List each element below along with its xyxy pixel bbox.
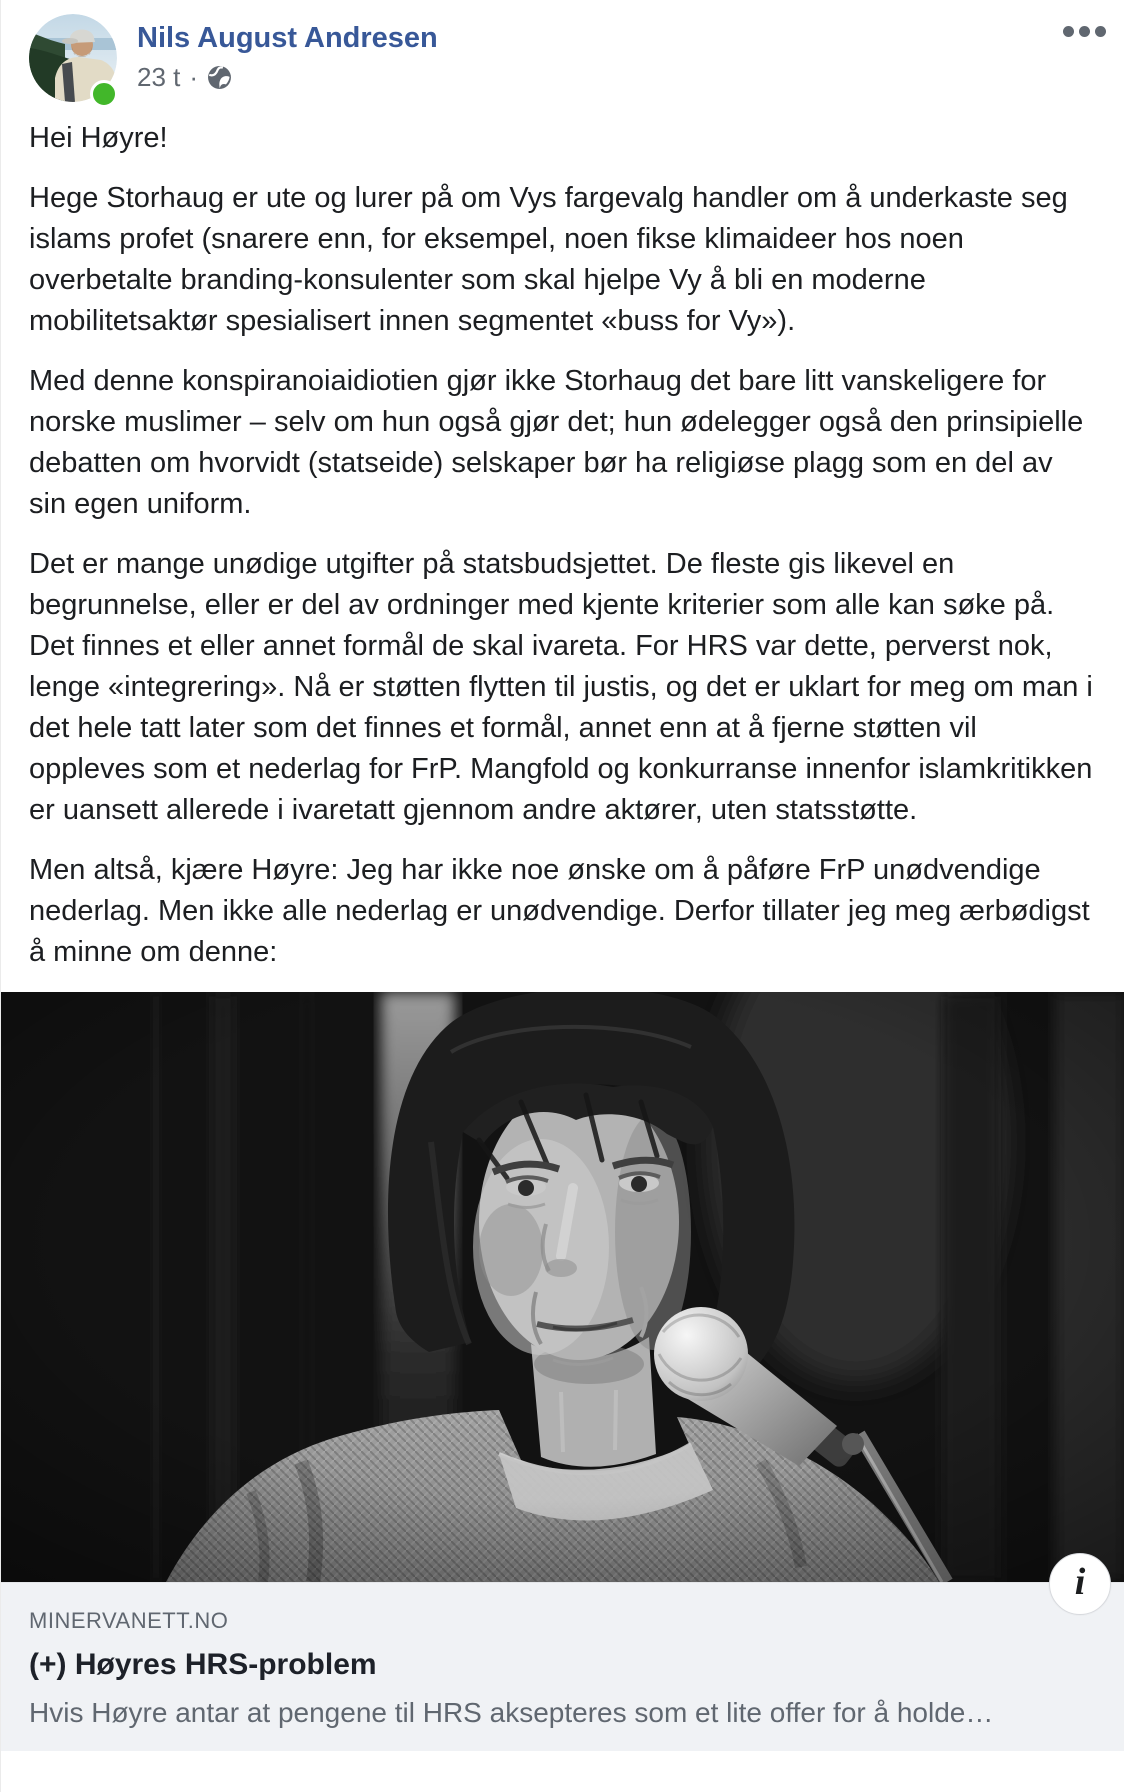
author-name-link[interactable]: Nils August Andresen: [137, 22, 438, 54]
post-paragraph: Men altså, kjære Høyre: Jeg har ikke noe ønske om å påføre FrP unødvendige nederlag. Men ikke alle nederlag er unødvendige. Derfor tillater jeg meg ærbødigst å minne om denne:: [29, 854, 1090, 968]
link-preview-details[interactable]: [1, 1582, 1124, 1751]
post-paragraph: Hege Storhaug er ute og lurer på om Vys fargevalg handler om å underkaste seg islams profet (snarere enn, for eksempel, noen fikse klimaideer hos noen overbetalte branding-konsulenter som skal hjelpe Vy å bli en moderne mobilitetsaktør spesialisert innen segmentet «buss for Vy»).: [29, 182, 1068, 337]
article-link-card[interactable]: [1, 992, 1124, 1751]
post-paragraph: Hei Høyre!: [29, 122, 168, 154]
globe-public-icon: [207, 65, 232, 90]
post-text: [1, 102, 1124, 973]
link-description: Hvis Høyre antar at pengene til HRS aksepteres som et lite offer for å holde…: [29, 1697, 994, 1728]
post-paragraph: Det er mange unødige utgifter på statsbudsjettet. De fleste gis likevel en begrunnelse, eller er del av ordninger med kjente kriterier som alle kan søke på. Det finnes et eller annet formål de skal ivareta. For HRS var dette, perverst nok, lenge «integrering». Nå er støtten flytten til justis, og det er uklart for meg om man i det hele tatt later som det finnes et formål, annet enn at å fjerne støtten vil oppleves som et nederlag for FrP. Mangfold og konkurranse innenfor islamkritikken er uansett allerede i ivaretatt gjennom andre aktører, uten statsstøtte.: [29, 548, 1093, 826]
header-text: [137, 14, 438, 92]
more-options-icon: [1063, 26, 1074, 37]
online-status-dot: [90, 80, 118, 108]
meta-separator: ·: [189, 62, 199, 92]
link-title[interactable]: (+) Høyres HRS-problem: [29, 1648, 377, 1681]
link-domain: MINERVANETT.NO: [29, 1608, 229, 1633]
avatar[interactable]: [29, 14, 117, 102]
post-meta: [137, 62, 438, 92]
article-photo[interactable]: [1, 992, 1124, 1582]
timestamp[interactable]: 23 t: [137, 62, 181, 92]
post-header: [1, 0, 1124, 102]
post-paragraph: Med denne konspiranoiaidiotien gjør ikke Storhaug det bare litt vanskeligere for norske muslimer – selv om hun også gjør det; hun ødelegger også den prinsipielle debatten om hvorvidt (statseide) selskaper bør ha religiøse plagg som en del av sin egen uniform.: [29, 365, 1084, 520]
link-info-button[interactable]: [1049, 1553, 1111, 1615]
info-icon: i: [1074, 1561, 1086, 1603]
more-options-button[interactable]: [1053, 16, 1116, 47]
